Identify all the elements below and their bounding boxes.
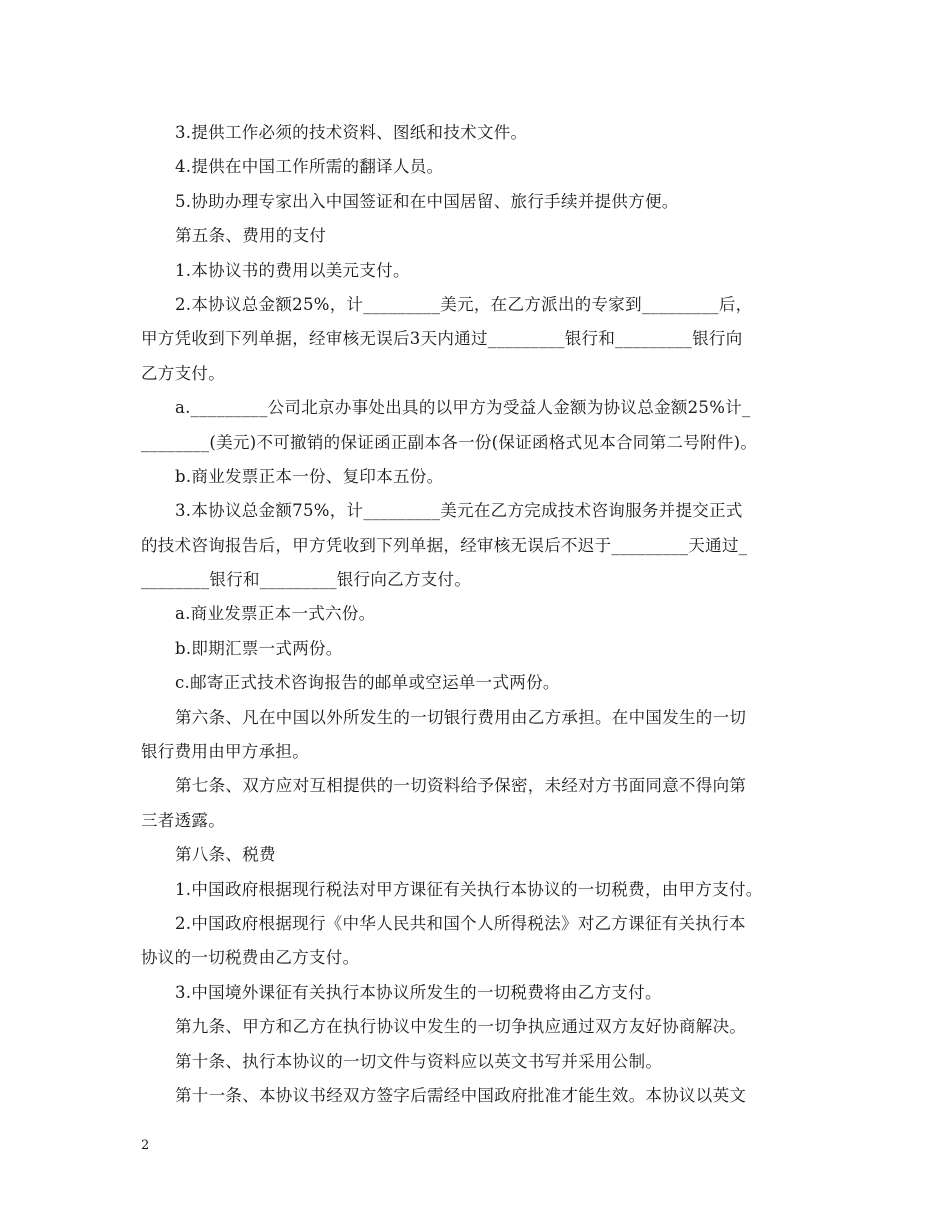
text-line: 银行费用由甲方承担。 bbox=[141, 742, 309, 762]
page-number: 2 bbox=[141, 1138, 150, 1153]
section-heading: 第十一条、本协议书经双方签字后需经中国政府批准才能生效。本协议以英文 bbox=[175, 1085, 747, 1105]
text-line: ________银行和_________银行向乙方支付。 bbox=[141, 570, 472, 590]
text-line: 3.本协议总金额75%，计_________美元在乙方完成技术咨询服务并提交正式 bbox=[175, 501, 743, 521]
text-line: 1.中国政府根据现行税法对甲方课征有关执行本协议的一切税费，由甲方支付。 bbox=[175, 879, 763, 899]
section-heading: 第十条、执行本协议的一切文件与资料应以英文书写并采用公制。 bbox=[175, 1051, 663, 1071]
section-heading: 第七条、双方应对互相提供的一切资料给予保密，未经对方书面同意不得向第 bbox=[175, 776, 747, 796]
text-line: b.即期汇票一式两份。 bbox=[175, 638, 343, 658]
text-line: b.商业发票正本一份、复印本五份。 bbox=[175, 466, 444, 486]
section-heading: 第五条、费用的支付 bbox=[175, 226, 327, 246]
text-line: 2.本协议总金额25%，计_________美元，在乙方派出的专家到_________后， bbox=[175, 294, 753, 314]
text-line: 3.中国境外课征有关执行本协议所发生的一切税费将由乙方支付。 bbox=[175, 982, 662, 1002]
text-line: 三者透露。 bbox=[141, 810, 225, 830]
document-body bbox=[141, 116, 821, 1113]
text-line: a.商业发票正本一式六份。 bbox=[175, 604, 376, 624]
text-line: 5.协助办理专家出入中国签证和在中国居留、旅行手续并提供方便。 bbox=[175, 191, 679, 211]
text-line: a._________公司北京办事处出具的以甲方为受益人金额为协议总金额25%计_ bbox=[175, 398, 751, 418]
text-line: 甲方凭收到下列单据，经审核无误后3天内通过_________银行和_________银行向 bbox=[141, 329, 743, 349]
text-line: 1.本协议书的费用以美元支付。 bbox=[175, 260, 410, 280]
text-line: 3.提供工作必须的技术资料、图纸和技术文件。 bbox=[175, 123, 528, 142]
section-heading: 第九条、甲方和乙方在执行协议中发生的一切争执应通过双方友好协商解决。 bbox=[175, 1017, 747, 1037]
text-line: c.邮寄正式技术咨询报告的邮单或空运单一式两份。 bbox=[175, 673, 560, 693]
text-line: 2.中国政府根据现行《中华人民共和国个人所得税法》对乙方课征有关执行本 bbox=[175, 913, 746, 933]
section-heading: 第六条、凡在中国以外所发生的一切银行费用由乙方承担。在中国发生的一切 bbox=[175, 707, 747, 727]
text-line: 协议的一切税费由乙方支付。 bbox=[141, 948, 360, 968]
text-line: ________(美元)不可撤销的保证函正副本各一份(保证函格式见本合同第二号附件)。 bbox=[141, 432, 758, 452]
text-line: 的技术咨询报告后，甲方凭收到下列单据，经审核无误后不迟于_________天通过_ bbox=[141, 535, 748, 555]
section-heading: 第八条、税费 bbox=[175, 845, 276, 865]
text-line: 乙方支付。 bbox=[141, 363, 225, 383]
text-line: 4.提供在中国工作所需的翻译人员。 bbox=[175, 157, 444, 177]
